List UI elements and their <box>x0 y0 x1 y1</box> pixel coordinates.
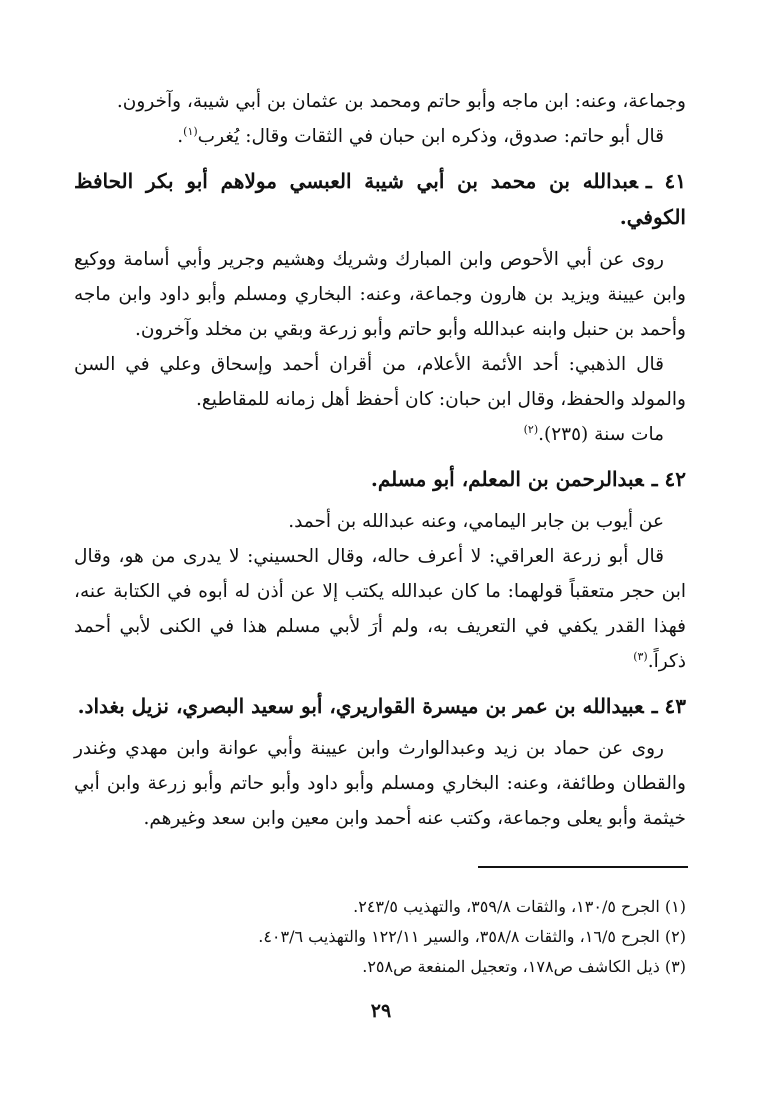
entry-paragraph: عن أيوب بن جابر اليمامي، وعنه عبدالله بن أحمد. <box>288 511 664 532</box>
footnote: (١) الجرح ١٣٠/٥، والثقات ٣٥٩/٨، والتهذيب ٢٤٣/٥. <box>353 897 686 916</box>
entry-41 <box>74 163 686 452</box>
entry-title: عبيدالله بن عمر بن ميسرة القواريري، أبو سعيد البصري، نزيل بغداد. <box>77 694 644 718</box>
entry-heading <box>74 688 686 724</box>
body-text <box>74 84 686 836</box>
paragraph-text: قال أبو حاتم: صدوق، وذكره ابن حبان في الثقات وقال: يُغرب <box>197 126 664 147</box>
footnote-ref[interactable]: (٣) <box>633 649 648 663</box>
footnote-ref[interactable]: (١) <box>183 124 198 138</box>
continuation-paragraph: قال أبو حاتم: صدوق، وذكره ابن حبان في الثقات وقال: يُغرب$^{(١)}$. <box>177 124 664 147</box>
entry-43 <box>74 688 686 836</box>
entry-paragraph: قال الذهبي: أحد الأئمة الأعلام، من أقران أحمد وإسحاق وعلي في السن والمولد والحفظ، وقال ابن حبان: كان أحفظ أهل زمانه للمقاطيع. <box>74 354 686 410</box>
entry-paragraph: روى عن حماد بن زيد وعبدالوارث وابن عيينة وأبي عوانة وابن مهدي وغندر والقطان وطائفة، وعنه: البخاري ومسلم وأبو داود وأبو حاتم وأبو زرعة وابن أبي خيثمة وأبو يعلى وجماعة، وكتب عنه أحمد وابن معين وابن سعد وغيرهم. <box>74 738 686 829</box>
footnote: (٢) الجرح ١٦/٥، والثقات ٣٥٨/٨، والسير ١٢٢/١١ والتهذيب ٤٠٣/٦. <box>258 927 686 946</box>
entry-title: عبدالله بن محمد بن أبي شيبة العبسي مولاهم أبو بكر الحافظ الكوفي. <box>74 169 686 229</box>
entry-title: عبدالرحمن بن المعلم، أبو مسلم. <box>370 467 644 491</box>
entry-paragraph <box>74 417 686 452</box>
footnote-ref[interactable]: (٢) <box>523 422 539 436</box>
entry-paragraph: روى عن أبي الأحوص وابن المبارك وشريك وهشيم وجرير وأبي أسامة ووكيع وابن عيينة ويزيد بن هارون وجماعة، وعنه: البخاري ومسلم وأبو داود وابن ماجه وأحمد بن حنبل وابنه عبدالله وأبو حاتم وأبو زرعة وبقي بن مخلد وآخرون. <box>74 249 686 340</box>
page-number: ٢٩ <box>370 1000 392 1022</box>
paragraph-text: مات سنة (٢٣٥). <box>538 424 664 445</box>
footnotes <box>74 892 686 982</box>
entry-paragraph <box>74 539 686 679</box>
footnote-separator <box>478 866 688 868</box>
entry-42 <box>74 461 686 679</box>
footnote: (٣) ذيل الكاشف ص١٧٨، وتعجيل المنفعة ص٢٥٨. <box>362 957 686 976</box>
entry-number: ٤٣ ـ <box>651 694 686 718</box>
entry-number: ٤٢ ـ <box>651 467 686 491</box>
paragraph-text: قال أبو زرعة العراقي: لا أعرف حاله، وقال الحسيني: لا يدرى من هو، وقال ابن حجر متعقباً قولهما: ما كان عبدالله يكتب إلا عن أذن له أبوه في الكتابة عنه، فهذا القدر يكفي في التعريف به، ولم أرَ لأبي مسلم هذا في الكنى لأبي أحمد ذكراً. <box>74 546 686 672</box>
entry-heading <box>74 163 686 235</box>
entry-heading <box>74 461 686 497</box>
continuation-paragraph: وجماعة، وعنه: ابن ماجه وأبو حاتم ومحمد بن عثمان بن أبي شيبة، وآخرون. <box>116 91 686 112</box>
entry-number: ٤١ ـ <box>645 169 686 193</box>
